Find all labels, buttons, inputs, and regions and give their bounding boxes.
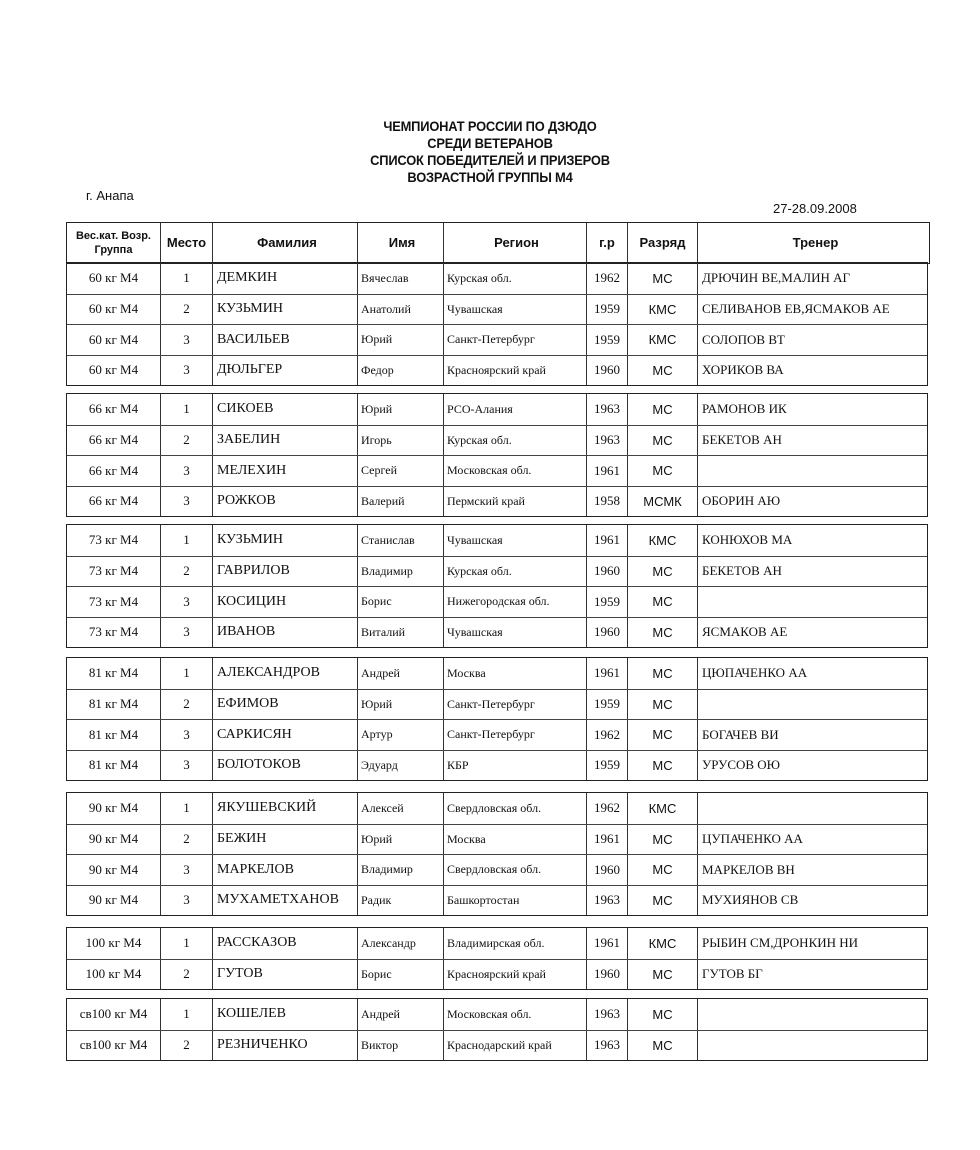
place-cell: 2	[160, 557, 212, 587]
weight-group	[66, 998, 928, 1061]
header-region: Регион	[443, 223, 586, 263]
coach-cell: ЦУПАЧЕНКО АА	[697, 825, 927, 855]
last-name-cell: АЛЕКСАНДРОВ	[212, 658, 357, 689]
year-cell: 1960	[586, 618, 627, 648]
table-row	[67, 525, 927, 556]
category-cell: 73 кг М4	[88, 624, 139, 640]
coach-cell	[697, 999, 927, 1030]
last-name-cell: МУХАМЕТХАНОВ	[212, 886, 357, 916]
first-name-cell: Владимир	[357, 557, 443, 587]
year-cell: 1959	[586, 295, 627, 325]
table-row	[67, 750, 927, 781]
table-row	[67, 294, 927, 325]
city-label: г. Анапа	[86, 188, 134, 203]
rank-cell: МС	[627, 263, 697, 294]
first-name-cell: Игорь	[357, 426, 443, 456]
last-name-cell: ДЮЛЬГЕР	[212, 356, 357, 386]
last-name-cell: ЯКУШЕВСКИЙ	[212, 793, 357, 824]
category-cell: 81 кг М4	[88, 696, 139, 712]
rank-cell: МС	[627, 1031, 697, 1061]
year-cell: 1959	[586, 587, 627, 617]
region-cell: Чувашская	[443, 295, 586, 325]
table-row	[67, 928, 927, 959]
coach-cell	[697, 690, 927, 720]
region-cell: Свердловская обл.	[443, 855, 586, 885]
category-cell: 100 кг М4	[85, 935, 142, 951]
place-cell: 3	[160, 751, 212, 781]
place-cell: 1	[160, 658, 212, 689]
table-row	[67, 394, 927, 425]
rank-cell: МС	[627, 587, 697, 617]
category-cell: 90 кг М4	[88, 831, 139, 847]
year-cell: 1962	[586, 793, 627, 824]
place-cell: 1	[160, 999, 212, 1030]
year-cell: 1960	[586, 557, 627, 587]
weight-group	[66, 393, 928, 517]
region-cell: Курская обл.	[443, 263, 586, 294]
first-name-cell: Эдуард	[357, 751, 443, 781]
table-row	[67, 824, 927, 855]
category-cell: 90 кг М4	[88, 861, 139, 877]
year-cell: 1960	[586, 960, 627, 990]
first-name-cell: Станислав	[357, 525, 443, 556]
year-cell: 1962	[586, 720, 627, 750]
place-cell: 3	[160, 325, 212, 355]
table-row	[67, 885, 927, 916]
place-cell: 3	[160, 356, 212, 386]
category-cell: 66 кг М4	[88, 432, 139, 448]
category-cell: 90 кг М4	[88, 892, 139, 908]
coach-cell: УРУСОВ ОЮ	[697, 751, 927, 781]
place-cell: 1	[160, 525, 212, 556]
first-name-cell: Юрий	[357, 825, 443, 855]
place-cell: 3	[160, 587, 212, 617]
coach-cell	[697, 793, 927, 824]
last-name-cell: КУЗЬМИН	[212, 525, 357, 556]
region-cell: Курская обл.	[443, 557, 586, 587]
year-cell: 1963	[586, 394, 627, 425]
weight-group	[66, 657, 928, 781]
last-name-cell: РОЖКОВ	[212, 487, 357, 517]
place-cell: 3	[160, 456, 212, 486]
title-line-3: СПИСОК ПОБЕДИТЕЛЕЙ И ПРИЗЕРОВ	[370, 152, 610, 168]
last-name-cell: КУЗЬМИН	[212, 295, 357, 325]
weight-group	[66, 524, 928, 648]
header-last-name: Фамилия	[212, 223, 357, 263]
table-row	[67, 355, 927, 386]
region-cell: Владимирская обл.	[443, 928, 586, 959]
table-row	[67, 586, 927, 617]
category-cell: св100 кг М4	[79, 1006, 148, 1022]
last-name-cell: РАССКАЗОВ	[212, 928, 357, 959]
coach-cell: БЕКЕТОВ АН	[697, 426, 927, 456]
place-cell: 1	[160, 394, 212, 425]
header-category: Вес.кат. Возр. Группа	[75, 230, 151, 256]
title-line-2: СРЕДИ ВЕТЕРАНОВ	[427, 135, 553, 151]
table-row	[67, 263, 927, 294]
rank-cell: МС	[627, 394, 697, 425]
place-cell: 3	[160, 855, 212, 885]
year-cell: 1960	[586, 855, 627, 885]
rank-cell: МС	[627, 960, 697, 990]
category-cell: 60 кг М4	[88, 362, 139, 378]
place-cell: 2	[160, 1031, 212, 1061]
rank-cell: КМС	[627, 325, 697, 355]
year-cell: 1963	[586, 426, 627, 456]
header-year: г.р	[586, 223, 627, 263]
category-cell: 66 кг М4	[88, 401, 139, 417]
last-name-cell: ДЕМКИН	[212, 263, 357, 294]
category-cell: 60 кг М4	[88, 301, 139, 317]
first-name-cell: Юрий	[357, 690, 443, 720]
region-cell: Московская обл.	[443, 456, 586, 486]
rank-cell: МС	[627, 426, 697, 456]
last-name-cell: РЕЗНИЧЕНКО	[212, 1031, 357, 1061]
first-name-cell: Виталий	[357, 618, 443, 648]
region-cell: Санкт-Петербург	[443, 325, 586, 355]
coach-cell: РЫБИН СМ,ДРОНКИН НИ	[697, 928, 927, 959]
rank-cell: МС	[627, 557, 697, 587]
rank-cell: МС	[627, 751, 697, 781]
category-cell: 66 кг М4	[88, 462, 139, 478]
rank-cell: МС	[627, 720, 697, 750]
last-name-cell: ВАСИЛЬЕВ	[212, 325, 357, 355]
region-cell: Санкт-Петербург	[443, 720, 586, 750]
last-name-cell: МАРКЕЛОВ	[212, 855, 357, 885]
category-cell: 66 кг М4	[88, 493, 139, 509]
region-cell: Московская обл.	[443, 999, 586, 1030]
last-name-cell: ИВАНОВ	[212, 618, 357, 648]
coach-cell: КОНЮХОВ МА	[697, 525, 927, 556]
first-name-cell: Виктор	[357, 1031, 443, 1061]
year-cell: 1963	[586, 999, 627, 1030]
header-rank: Разряд	[627, 223, 697, 263]
year-cell: 1961	[586, 658, 627, 689]
table-row	[67, 999, 927, 1030]
first-name-cell: Вячеслав	[357, 263, 443, 294]
weight-group	[66, 927, 928, 990]
coach-cell: СОЛОПОВ ВТ	[697, 325, 927, 355]
region-cell: Курская обл.	[443, 426, 586, 456]
category-cell: св100 кг М4	[79, 1037, 148, 1053]
rank-cell: МС	[627, 690, 697, 720]
first-name-cell: Борис	[357, 587, 443, 617]
year-cell: 1961	[586, 825, 627, 855]
last-name-cell: САРКИСЯН	[212, 720, 357, 750]
coach-cell: ХОРИКОВ ВА	[697, 356, 927, 386]
place-cell: 2	[160, 960, 212, 990]
last-name-cell: БЕЖИН	[212, 825, 357, 855]
region-cell: Чувашская	[443, 525, 586, 556]
first-name-cell: Радик	[357, 886, 443, 916]
coach-cell: СЕЛИВАНОВ ЕВ,ЯСМАКОВ АЕ	[697, 295, 927, 325]
region-cell: Чувашская	[443, 618, 586, 648]
coach-cell: ЯСМАКОВ АЕ	[697, 618, 927, 648]
first-name-cell: Андрей	[357, 999, 443, 1030]
first-name-cell: Юрий	[357, 325, 443, 355]
rank-cell: МСМК	[627, 487, 697, 517]
region-cell: Нижегородская обл.	[443, 587, 586, 617]
place-cell: 3	[160, 618, 212, 648]
rank-cell: КМС	[627, 793, 697, 824]
header-place: Место	[160, 223, 212, 263]
place-cell: 2	[160, 690, 212, 720]
region-cell: Краснодарский край	[443, 1031, 586, 1061]
year-cell: 1961	[586, 456, 627, 486]
category-cell: 60 кг М4	[88, 331, 139, 347]
table-header	[66, 222, 930, 264]
region-cell: КБР	[443, 751, 586, 781]
year-cell: 1958	[586, 487, 627, 517]
last-name-cell: МЕЛЕХИН	[212, 456, 357, 486]
document-title	[0, 118, 980, 186]
place-cell: 3	[160, 487, 212, 517]
rank-cell: МС	[627, 658, 697, 689]
year-cell: 1963	[586, 886, 627, 916]
year-cell: 1959	[586, 325, 627, 355]
coach-cell: МУХИЯНОВ СВ	[697, 886, 927, 916]
place-cell: 3	[160, 886, 212, 916]
table-row	[67, 658, 927, 689]
region-cell: Санкт-Петербург	[443, 690, 586, 720]
last-name-cell: ГАВРИЛОВ	[212, 557, 357, 587]
date-label: 27-28.09.2008	[773, 201, 857, 216]
coach-cell: ЦЮПАЧЕНКО АА	[697, 658, 927, 689]
header-coach: Тренер	[697, 223, 929, 263]
coach-cell	[697, 456, 927, 486]
year-cell: 1962	[586, 263, 627, 294]
last-name-cell: ГУТОВ	[212, 960, 357, 990]
rank-cell: МС	[627, 999, 697, 1030]
first-name-cell: Александр	[357, 928, 443, 959]
category-cell: 73 кг М4	[88, 563, 139, 579]
region-cell: Пермский край	[443, 487, 586, 517]
first-name-cell: Федор	[357, 356, 443, 386]
region-cell: Красноярский край	[443, 960, 586, 990]
year-cell: 1963	[586, 1031, 627, 1061]
first-name-cell: Андрей	[357, 658, 443, 689]
first-name-cell: Юрий	[357, 394, 443, 425]
coach-cell: МАРКЕЛОВ ВН	[697, 855, 927, 885]
first-name-cell: Валерий	[357, 487, 443, 517]
table-row	[67, 959, 927, 990]
rank-cell: МС	[627, 886, 697, 916]
place-cell: 2	[160, 295, 212, 325]
last-name-cell: СИКОЕВ	[212, 394, 357, 425]
table-row	[67, 324, 927, 355]
last-name-cell: КОШЕЛЕВ	[212, 999, 357, 1030]
category-cell: 81 кг М4	[88, 726, 139, 742]
table-row	[67, 793, 927, 824]
place-cell: 2	[160, 426, 212, 456]
title-line-1: ЧЕМПИОНАТ РОССИИ ПО ДЗЮДО	[383, 118, 597, 134]
first-name-cell: Алексей	[357, 793, 443, 824]
weight-group	[66, 262, 928, 386]
rank-cell: КМС	[627, 525, 697, 556]
header-first-name: Имя	[357, 223, 443, 263]
year-cell: 1961	[586, 525, 627, 556]
table-row	[67, 1030, 927, 1061]
region-cell: Свердловская обл.	[443, 793, 586, 824]
rank-cell: МС	[627, 855, 697, 885]
place-cell: 2	[160, 825, 212, 855]
place-cell: 1	[160, 263, 212, 294]
last-name-cell: БОЛОТОКОВ	[212, 751, 357, 781]
first-name-cell: Борис	[357, 960, 443, 990]
first-name-cell: Сергей	[357, 456, 443, 486]
rank-cell: МС	[627, 356, 697, 386]
last-name-cell: ЗАБЕЛИН	[212, 426, 357, 456]
category-cell: 81 кг М4	[88, 757, 139, 773]
place-cell: 1	[160, 793, 212, 824]
rank-cell: КМС	[627, 928, 697, 959]
rank-cell: КМС	[627, 295, 697, 325]
region-cell: РСО-Алания	[443, 394, 586, 425]
year-cell: 1960	[586, 356, 627, 386]
table-row	[67, 486, 927, 517]
first-name-cell: Анатолий	[357, 295, 443, 325]
first-name-cell: Владимир	[357, 855, 443, 885]
title-line-4: ВОЗРАСТНОЙ ГРУППЫ М4	[407, 169, 573, 185]
category-cell: 81 кг М4	[88, 665, 139, 681]
table-row	[67, 425, 927, 456]
place-cell: 3	[160, 720, 212, 750]
place-cell: 1	[160, 928, 212, 959]
region-cell: Красноярский край	[443, 356, 586, 386]
coach-cell: ДРЮЧИН ВЕ,МАЛИН АГ	[697, 263, 927, 294]
table-row	[67, 455, 927, 486]
table-row	[67, 556, 927, 587]
coach-cell	[697, 587, 927, 617]
coach-cell: ГУТОВ БГ	[697, 960, 927, 990]
table-row	[67, 689, 927, 720]
last-name-cell: КОСИЦИН	[212, 587, 357, 617]
category-cell: 90 кг М4	[88, 800, 139, 816]
first-name-cell: Артур	[357, 720, 443, 750]
year-cell: 1959	[586, 690, 627, 720]
coach-cell: РАМОНОВ ИК	[697, 394, 927, 425]
category-cell: 60 кг М4	[88, 270, 139, 286]
region-cell: Москва	[443, 658, 586, 689]
category-cell: 73 кг М4	[88, 532, 139, 548]
table-row	[67, 854, 927, 885]
weight-group	[66, 792, 928, 916]
region-cell: Москва	[443, 825, 586, 855]
rank-cell: МС	[627, 825, 697, 855]
rank-cell: МС	[627, 456, 697, 486]
year-cell: 1961	[586, 928, 627, 959]
category-cell: 100 кг М4	[85, 966, 142, 982]
coach-cell: ОБОРИН АЮ	[697, 487, 927, 517]
category-cell: 73 кг М4	[88, 593, 139, 609]
coach-cell	[697, 1031, 927, 1061]
table-row	[67, 719, 927, 750]
coach-cell: БЕКЕТОВ АН	[697, 557, 927, 587]
year-cell: 1959	[586, 751, 627, 781]
last-name-cell: ЕФИМОВ	[212, 690, 357, 720]
region-cell: Башкортостан	[443, 886, 586, 916]
coach-cell: БОГАЧЕВ ВИ	[697, 720, 927, 750]
rank-cell: МС	[627, 618, 697, 648]
table-row	[67, 617, 927, 648]
